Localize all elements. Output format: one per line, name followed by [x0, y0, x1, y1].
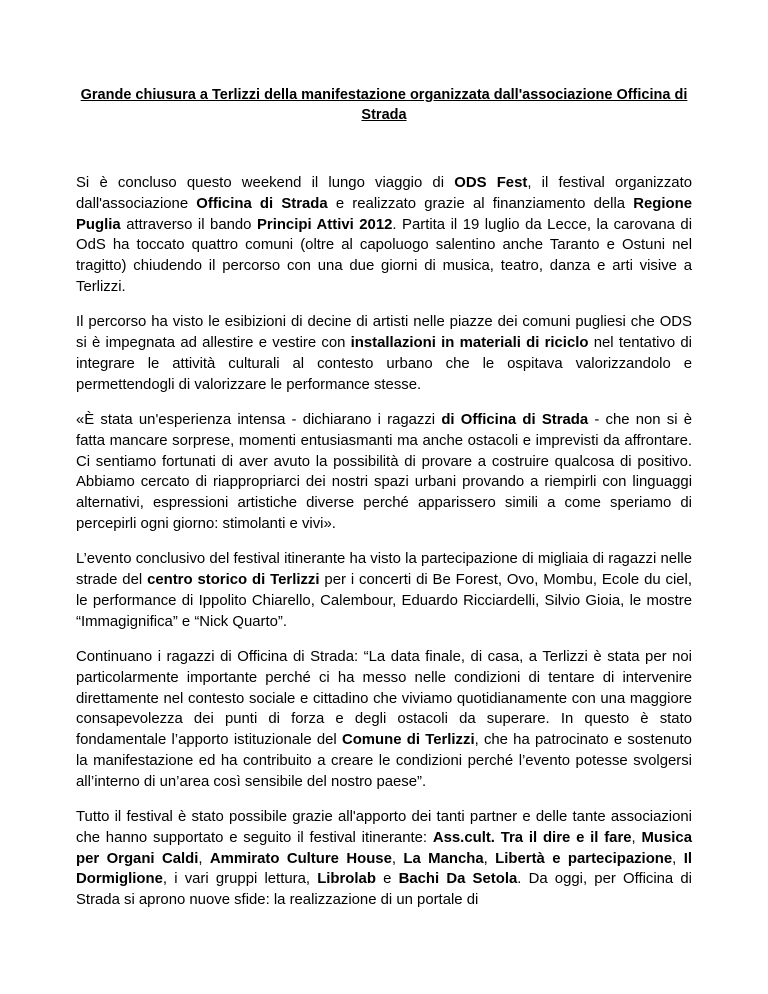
paragraph-text: per i concerti di Be Forest, Ovo, Mombu, Ecole du ciel, le performance di Ippolito Chiarello, Calembour, Eduardo Ricciardelli, Silvio Gioia, le mostre “Immagignifica” e “Nick Quarto”.	[76, 572, 693, 630]
paragraph-text: , che ha patrocinato e sostenuto la manifestazione ed ha contribuito a creare le condizioni perché l’evento potesse svolgersi all’interno di un’area così sensibile del nostro paese”.	[76, 732, 692, 790]
body-paragraph	[76, 410, 692, 535]
paragraph-text: ,	[391, 850, 404, 867]
paragraph-text: e realizzato grazie al finanziamento della	[327, 195, 634, 212]
paragraph-text: Tutto il festival è stato possibile grazie all'apporto dei tanti partner e delle tante associazioni che hanno supportato e seguito il festival itinerante:	[76, 809, 692, 846]
article-title: Grande chiusura a Terlizzi della manifestazione organizzata dall'associazione Officina di Strada	[80, 87, 688, 123]
bold-text: Ass.cult. Tra il dire e il fare	[432, 829, 632, 846]
body-paragraph	[76, 312, 692, 395]
paragraph-text: - che non si è fatta mancare sorprese, momenti entusiasmanti ma anche ostacoli e imprevisti da affrontare. Ci sentiamo fortunati di aver avuto la possibilità di provare a costruire qualcosa di positivo. Abbiamo cercato di riappropriarci dei nostri spazi urbani provando a riempirli con linguaggi alternativi, espressioni artistiche diverse perché apparissero simili a come speriamo di percepirli ogni giorno: stimolanti e vivi».	[76, 411, 693, 532]
bold-text: Libertà e partecipazione	[495, 850, 673, 867]
bold-text: Ammirato Culture House	[209, 850, 392, 867]
article-body	[76, 173, 692, 926]
bold-text: ODS Fest	[454, 175, 528, 191]
body-paragraph	[76, 807, 692, 911]
paragraph-text: , il festival organizzato dall'associazione	[76, 175, 693, 212]
paragraph-text: Il percorso ha visto le esibizioni di decine di artisti nelle piazze dei comuni pugliesi che ODS si è impegnata ad allestire e vestire con	[76, 314, 692, 352]
paragraph-text: e	[375, 871, 399, 888]
paragraph-text: , i vari gruppi lettura,	[162, 871, 318, 888]
bold-text: di Officina di Strada	[441, 411, 589, 428]
bold-text: installazioni in materiali di riciclo	[350, 335, 589, 352]
bold-text: La Mancha	[403, 850, 484, 867]
bold-text: Bachi Da Setola	[398, 871, 518, 888]
paragraph-text: . Partita il 19 luglio da Lecce, la carovana di OdS ha toccato quattro comuni (oltre al capoluogo salentino anche Taranto e Ostuni nel tragitto) chiudendo il percorso con una due giorni di musica, teatro, danza e arti visive a Terlizzi.	[76, 216, 692, 295]
bold-text: Officina di Strada	[196, 195, 328, 212]
bold-text: Comune di Terlizzi	[341, 732, 475, 749]
paragraph-text: ,	[631, 829, 642, 846]
bold-text: Regione Puglia	[76, 195, 692, 233]
paragraph-text: attraverso il bando	[120, 216, 257, 233]
body-paragraph	[76, 549, 692, 632]
bold-text: Librolab	[317, 871, 376, 888]
paragraph-text: nel tentativo di integrare le attività culturali al contesto urbano che le ospitava valorizzandolo e permettendogli di valorizzare le performance stesse.	[76, 335, 692, 393]
paragraph-text: ,	[198, 850, 210, 867]
paragraph-text: «È stata un'esperienza intensa - dichiarano i ragazzi	[76, 411, 442, 428]
paragraph-text: ,	[483, 850, 496, 867]
paragraph-text: Continuano i ragazzi di Officina di Strada: “La data finale, di casa, a Terlizzi è stata per noi particolarmente importante perché ci ha messo nelle condizioni di tentare di intervenire direttamente nel contesto sociale e cittadino che viviamo quotidianamente con una maggiore consapevolezza dei punti di forza e degli ostacoli da superare. In questo è stato fondamentale l’apporto istituzionale del	[76, 648, 692, 749]
bold-text: Principi Attivi 2012	[256, 216, 393, 233]
paragraph-text: L’evento conclusivo del festival itinerante ha visto la partecipazione di migliaia di ragazzi nelle strade del	[76, 551, 692, 589]
bold-text: Il Dormiglione	[76, 850, 692, 888]
bold-text: Musica per Organi Caldi	[76, 829, 692, 867]
paragraph-text: ,	[672, 850, 684, 867]
bold-text: centro storico di Terlizzi	[147, 572, 320, 589]
paragraph-text: . Da oggi, per Officina di Strada si aprono nuove sfide: la realizzazione di un portale di	[76, 871, 692, 909]
body-paragraph	[76, 173, 692, 298]
paragraph-text: Si è concluso questo weekend il lungo viaggio di	[76, 175, 455, 191]
body-paragraph	[76, 647, 692, 793]
